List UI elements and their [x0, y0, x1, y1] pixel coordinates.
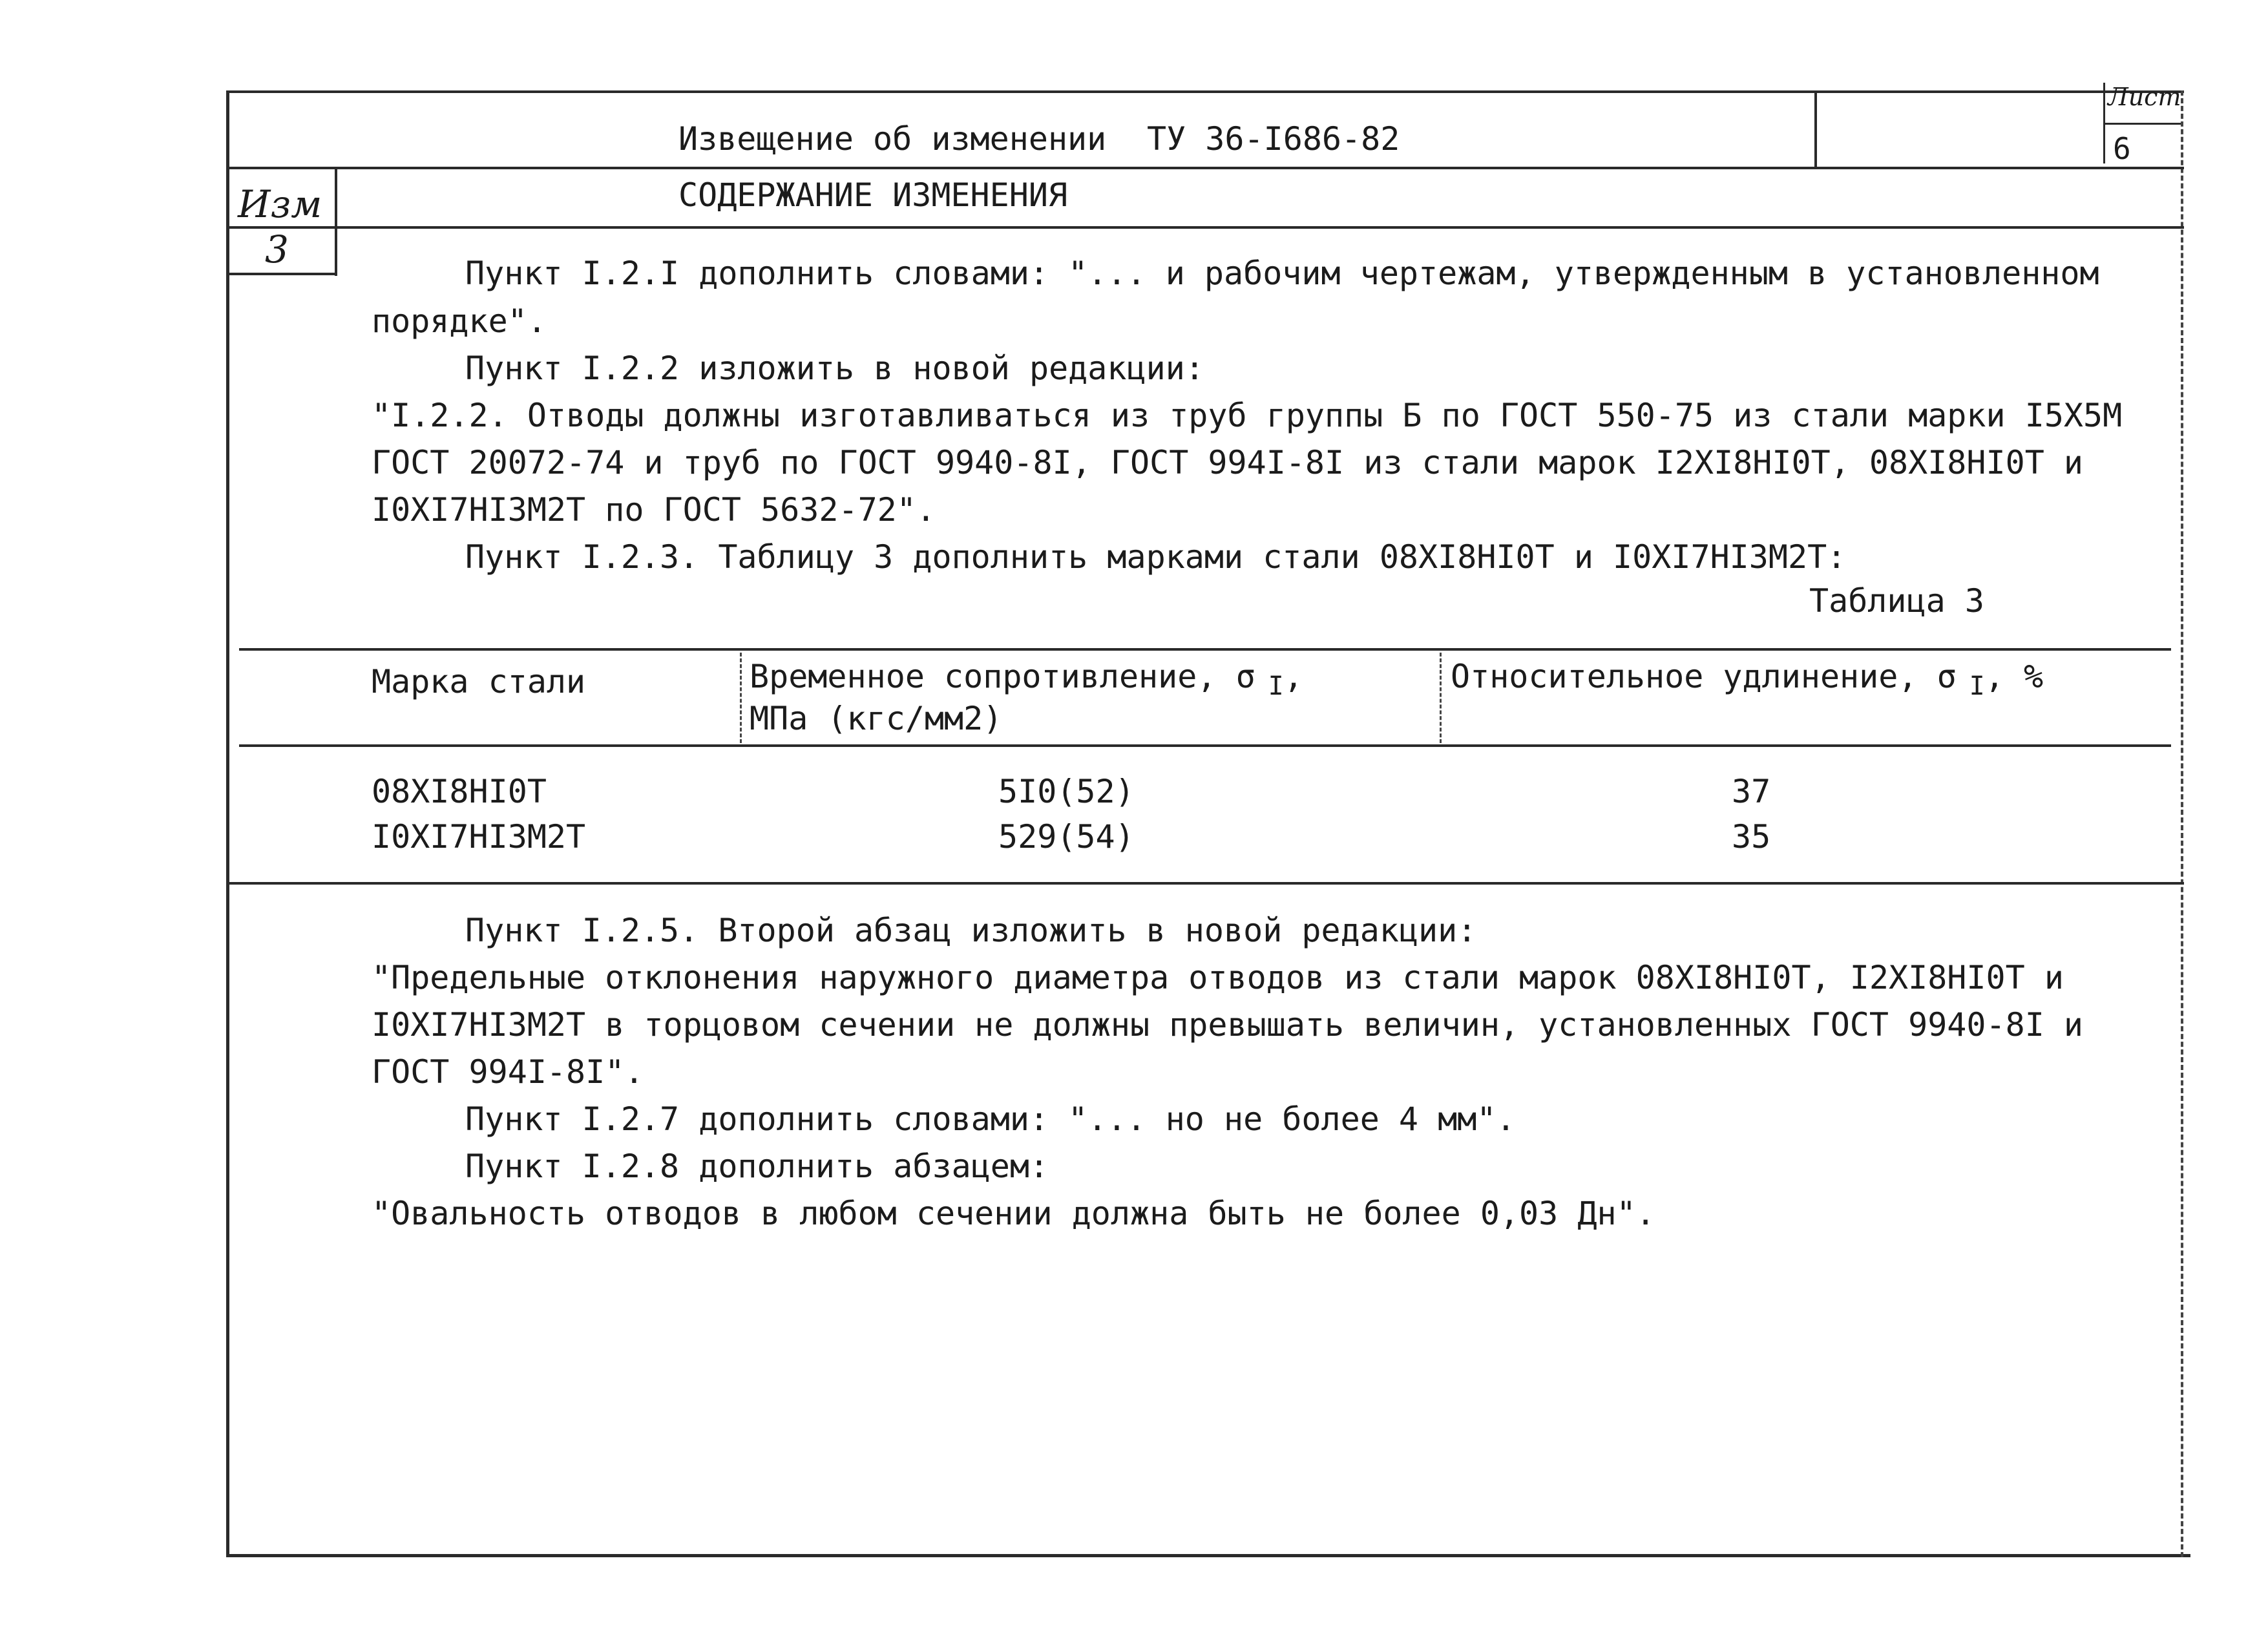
table-row-1-strength: 5I0(52) — [998, 773, 1135, 810]
header-sheet-divider — [1814, 90, 1817, 168]
paragraph-1-2-2-text-3: I0ХI7HI3M2Т по ГОСТ 5632-72". — [372, 491, 936, 529]
elongation-unit: % — [2023, 658, 2044, 695]
tensile-strength-unit: МПа (кгс/мм2) — [750, 700, 1003, 737]
revision-label: Изм — [238, 182, 322, 226]
paragraph-1-2-2-text-1: "I.2.2. Отводы должны изготавливаться из труб группы Б по ГОСТ 550-75 из стали марки I5Х5М — [372, 397, 2123, 434]
table-col-divider-1 — [740, 653, 742, 743]
paragraph-1-2-8-text: "Овальность отводов в любом сечении должна быть не более 0,03 Дн". — [372, 1195, 1655, 1232]
paragraph-1-2-2: Пункт I.2.2 изложить в новой редакции: — [465, 350, 1204, 387]
paragraph-1-2-7: Пункт I.2.7 дополнить словами: "... но не более 4 мм". — [465, 1100, 1516, 1138]
tensile-strength-label: Временное сопротивление, σ — [750, 658, 1255, 695]
paragraph-1-2-1: Пункт I.2.I дополнить словами: "... и рабочим чертежам, утвержденным в установленном — [465, 255, 2099, 292]
header-separator — [226, 167, 2184, 169]
table-row-2-strength: 529(54) — [998, 818, 1135, 856]
tensile-comma: , — [1283, 658, 1303, 695]
sheet-label: Лист — [2108, 83, 2181, 111]
table-header-elongation — [1451, 660, 2043, 702]
rev-box-bottom — [229, 273, 336, 275]
table-header-rule — [239, 744, 2171, 747]
paragraph-1-2-5-text-1: "Предельные отклонения наружного диаметра отводов из стали марок 08ХI8HI0Т, I2ХI8HI0Т и — [372, 959, 2064, 996]
paragraph-1-2-8: Пункт I.2.8 дополнить абзацем: — [465, 1148, 1049, 1185]
table-row-1-grade: 08ХI8HI0Т — [372, 773, 547, 810]
paragraph-1-2-2-text-2: ГОСТ 20072-74 и труб по ГОСТ 9940-8I, ГОСТ 994I-8I из стали марок I2ХI8HI0Т, 08ХI8HI0Т и — [372, 444, 2084, 481]
frame-left — [226, 90, 229, 1557]
paragraph-1-2-5: Пункт I.2.5. Второй абзац изложить в новой редакции: — [465, 912, 1477, 949]
table-header-steel-grade: Марка стали — [372, 663, 586, 700]
table-col-divider-2 — [1440, 653, 1442, 743]
table-top-rule — [239, 648, 2171, 651]
section-separator — [226, 226, 2184, 229]
table-bottom-rule — [229, 882, 2184, 885]
revision-number: 3 — [265, 227, 289, 271]
frame-right — [2181, 90, 2183, 1557]
sheet-number: 6 — [2113, 131, 2131, 166]
frame-top — [226, 90, 2184, 93]
rev-box-right — [335, 169, 337, 276]
table-row-2-elongation: 35 — [1732, 818, 1771, 856]
table-row-1-elongation: 37 — [1732, 773, 1771, 810]
doc-code: ТУ 36-I686-82 — [1147, 120, 1400, 158]
table-header-tensile-strength — [750, 660, 1303, 735]
paragraph-1-2-5-text-3: ГОСТ 994I-8I". — [372, 1053, 644, 1091]
paragraph-1-2-5-text-2: I0ХI7HI3M2Т в торцовом сечении не должны превышать величин, установленных ГОСТ 9940-8I и — [372, 1006, 2084, 1044]
paragraph-1-2-3: Пункт I.2.3. Таблицу 3 дополнить марками стали 08ХI8HI0Т и I0ХI7HI3M2Т: — [465, 538, 1847, 576]
elongation-comma: , — [1984, 658, 2024, 695]
table-row-2-grade: I0ХI7HI3M2Т — [372, 818, 586, 856]
elongation-sub: I — [1969, 671, 1985, 701]
tensile-strength-sub: I — [1268, 671, 1284, 701]
section-title: СОДЕРЖАНИЕ ИЗМЕНЕНИЯ — [678, 176, 1068, 214]
table-caption: Таблица 3 — [1809, 582, 1984, 620]
elongation-label: Относительное удлинение, σ — [1451, 658, 1957, 695]
sheet-box-mid — [2103, 123, 2181, 125]
frame-bottom — [226, 1554, 2190, 1557]
header-title: Извещение об изменении — [678, 120, 1107, 158]
paragraph-1-2-1-cont: порядке". — [372, 302, 547, 340]
